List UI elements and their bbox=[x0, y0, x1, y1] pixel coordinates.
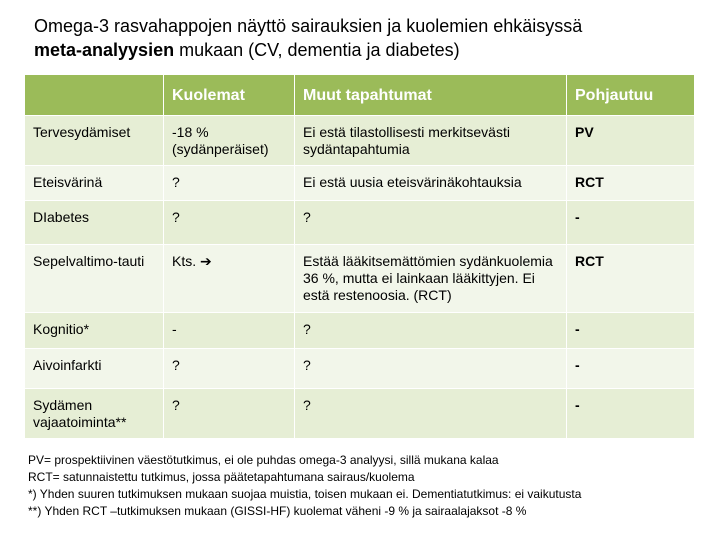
slide-title bbox=[34, 14, 694, 62]
cell-basis: RCT bbox=[567, 245, 695, 313]
table-row bbox=[25, 166, 695, 201]
cell-condition: Sydämen vajaatoiminta** bbox=[25, 389, 164, 439]
cell-condition: Kognitio* bbox=[25, 313, 164, 349]
cell-basis: RCT bbox=[567, 166, 695, 201]
title-line-2-rest: mukaan (CV, dementia ja diabetes) bbox=[174, 40, 460, 60]
table-row bbox=[25, 245, 695, 313]
footnote-rct: RCT= satunnaistettu tutkimus, jossa päätetapahtumana sairaus/kuolema bbox=[28, 470, 415, 484]
cell-deaths: ? bbox=[164, 349, 295, 389]
cell-basis: - bbox=[567, 313, 695, 349]
table-row bbox=[25, 313, 695, 349]
cell-condition: DIabetes bbox=[25, 201, 164, 245]
cell-other: ? bbox=[295, 389, 567, 439]
title-line-2 bbox=[34, 38, 694, 62]
cell-other: Ei estä uusia eteisvärinäkohtauksia bbox=[295, 166, 567, 201]
cell-condition: Sepelvaltimo-tauti bbox=[25, 245, 164, 313]
cell-condition: Aivoinfarkti bbox=[25, 349, 164, 389]
table-row bbox=[25, 201, 695, 245]
cell-other: ? bbox=[295, 349, 567, 389]
cell-condition: Eteisvärinä bbox=[25, 166, 164, 201]
cell-deaths: ? bbox=[164, 201, 295, 245]
cell-other: ? bbox=[295, 201, 567, 245]
header-basis: Pohjautuu bbox=[567, 75, 695, 116]
footnote-heart-failure: **) Yhden RCT –tutkimuksen mukaan (GISSI-HF) kuolemat väheni -9 % ja sairaalajaksot -8 % bbox=[28, 504, 527, 518]
header-empty bbox=[25, 75, 164, 116]
table-row bbox=[25, 389, 695, 439]
header-deaths: Kuolemat bbox=[164, 75, 295, 116]
table-row bbox=[25, 349, 695, 389]
cell-basis: - bbox=[567, 389, 695, 439]
cell-other: Ei estä tilastollisesti merkitsevästi sydäntapahtumia bbox=[295, 116, 567, 166]
cell-deaths: ? bbox=[164, 166, 295, 201]
table-row bbox=[25, 116, 695, 166]
cell-deaths bbox=[164, 245, 295, 313]
cell-deaths: -18 % (sydänperäiset) bbox=[164, 116, 295, 166]
cell-other: ? bbox=[295, 313, 567, 349]
footnote-pv: PV= prospektiivinen väestötutkimus, ei ole puhdas omega-3 analyysi, sillä mukana kalaa bbox=[28, 453, 499, 467]
cell-basis: - bbox=[567, 201, 695, 245]
header-other-events: Muut tapahtumat bbox=[295, 75, 567, 116]
table-header-row bbox=[25, 75, 695, 116]
cell-condition: Tervesydämiset bbox=[25, 116, 164, 166]
footnote-cognition: *) Yhden suuren tutkimuksen mukaan suojaa muistia, toisen mukaan ei. Dementiatutkimus: ei vaikutusta bbox=[28, 487, 582, 501]
cell-deaths: ? bbox=[164, 389, 295, 439]
cell-deaths: - bbox=[164, 313, 295, 349]
arrow-right-icon: ➔ bbox=[200, 253, 212, 269]
title-line-1: Omega-3 rasvahappojen näyttö sairauksien ja kuolemien ehkäisyssä bbox=[34, 16, 583, 36]
evidence-table bbox=[24, 74, 695, 439]
cell-basis: - bbox=[567, 349, 695, 389]
title-bold-term: meta-analyysien bbox=[34, 40, 175, 60]
footnotes bbox=[28, 452, 708, 520]
cell-deaths-text: Kts. bbox=[172, 253, 197, 269]
cell-other: Estää lääkitsemättömien sydänkuolemia 36 %, mutta ei lainkaan lääkittyjen. Ei estä restenoosia. (RCT) bbox=[295, 245, 567, 313]
cell-basis: PV bbox=[567, 116, 695, 166]
